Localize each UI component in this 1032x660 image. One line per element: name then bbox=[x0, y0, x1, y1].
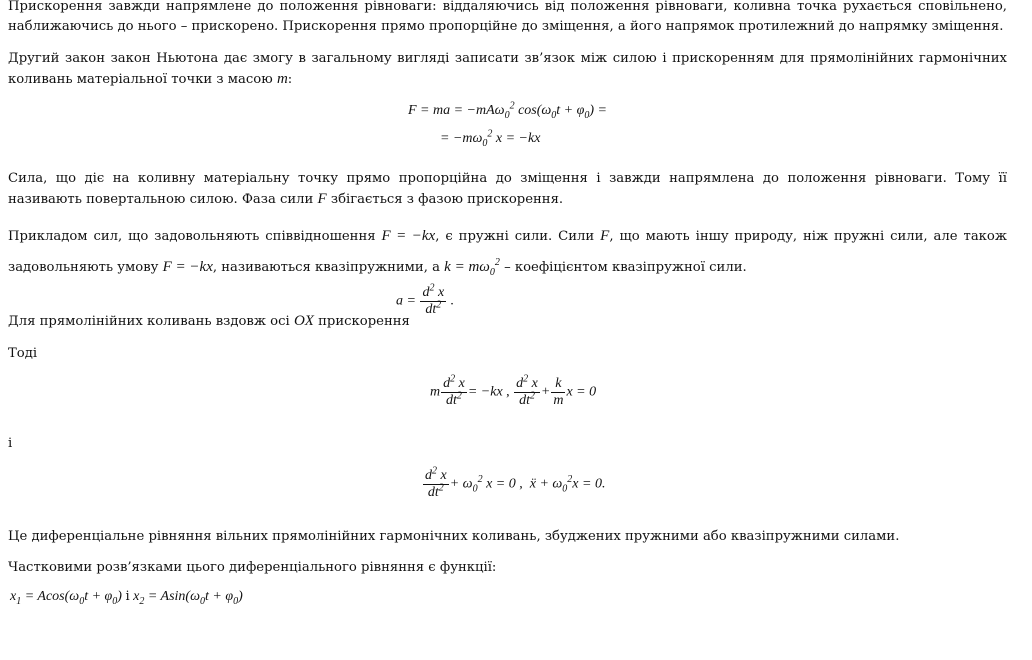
solutions-and: і bbox=[125, 589, 130, 604]
paragraph-solutions: Частковими розв’язками цього диференціального рівняння є функції: bbox=[8, 560, 497, 575]
paragraph-and: і bbox=[8, 436, 13, 451]
paragraph-newton-law bbox=[8, 49, 1007, 90]
paragraph-axis-acceleration-b: прискорення bbox=[318, 314, 410, 329]
paragraph-restoring-force-end: збігається з фазою прискорення. bbox=[330, 192, 564, 207]
equation-inline-f-kx: F = −kx bbox=[381, 228, 436, 244]
force-variable-2: F bbox=[600, 228, 610, 244]
paragraph-elastic-forces-a: Прикладом сил, що задовольняють співвідношення bbox=[8, 229, 376, 244]
mass-variable: m bbox=[276, 71, 288, 87]
equation-solutions: $x_1 = Acos(\omega_0t + \varphi_0)$ і $x_2 = Asin(\omega_0t + \varphi_0)$ bbox=[10, 589, 243, 607]
paragraph-diff-equation: Це диференціальне рівняння вільних прямолінійних гармонічних коливань, збуджених пружними або квазіпружними силами. bbox=[8, 529, 900, 544]
force-variable: F bbox=[317, 191, 327, 207]
paragraph-elastic-forces-e: – коефіцієнтом квазіпружної сили. bbox=[504, 260, 747, 275]
equation-force-1: F = ma = −mAω$_0^2$ $\cos(\omega_0t + \varphi_0)$ = bbox=[408, 100, 607, 121]
paragraph-elastic-forces-b: , є пружні сили. Сили bbox=[435, 229, 595, 244]
paragraph-restoring-force bbox=[8, 169, 1007, 210]
paragraph-elastic-forces-c: , що мають іншу природу, ніж пружні сили, але також задовольняють умову bbox=[8, 229, 1007, 275]
equation-motion-2: $\frac{d^2 x}{dt^2}$ + $\omega_0^2$ x = 0 , ẍ + $\omega_0^2x = 0$. bbox=[425, 465, 606, 500]
paragraph-axis-acceleration bbox=[8, 311, 1007, 332]
equation-acceleration: a = $\frac{d^2 x}{dt^2}$ . bbox=[396, 282, 455, 317]
equation-inline-k: $k = m\omega_0^2$ bbox=[444, 257, 500, 278]
equation-inline-f-kx-2: F = −kx bbox=[162, 259, 213, 275]
paragraph-newton-law-colon: : bbox=[287, 72, 293, 87]
paragraph-acceleration: Прискорення завжди напрямлене до положення рівноваги: віддаляючись від положення рівноваги, коливна точка рухається сповільнено, наближаючись до нього – прискорено. Прискорення прямо пропорційне до зміщення, а його напрямок протилежний до напрямку зміщення. bbox=[8, 0, 1007, 34]
paragraph-then: Тоді bbox=[8, 346, 38, 361]
paragraph-axis-acceleration-a: Для прямолінійних коливань вздовж осі bbox=[8, 314, 290, 329]
axis-variable: OX bbox=[293, 313, 314, 329]
paragraph-restoring-force-text: Сила, що діє на коливну матеріальну точку прямо пропорційна до зміщення і завжди напрямлена до положення рівноваги. Тому її називають повертальною силою. Фаза сили bbox=[8, 171, 1007, 207]
equation-force-2: = $-m\omega_0^2$ x = −kx bbox=[440, 128, 541, 149]
equation-motion-1: m $\frac{d^2 x}{dt^2}$ = −kx , $\frac{d^2 x}{dt^2}$ + $\frac{k}{m}$ x = 0 bbox=[430, 373, 597, 408]
paragraph-elastic-forces bbox=[8, 221, 1007, 283]
paragraph-newton-law-text: Другий закон закон Ньютона дає змогу в загальному вигляді записати зв’язок між силою і прискоренням для прямолінійних гармонічних коливань матеріальної точки з масою bbox=[8, 51, 1007, 87]
paragraph-elastic-forces-d: , називаються квазіпружними, а bbox=[212, 260, 440, 275]
